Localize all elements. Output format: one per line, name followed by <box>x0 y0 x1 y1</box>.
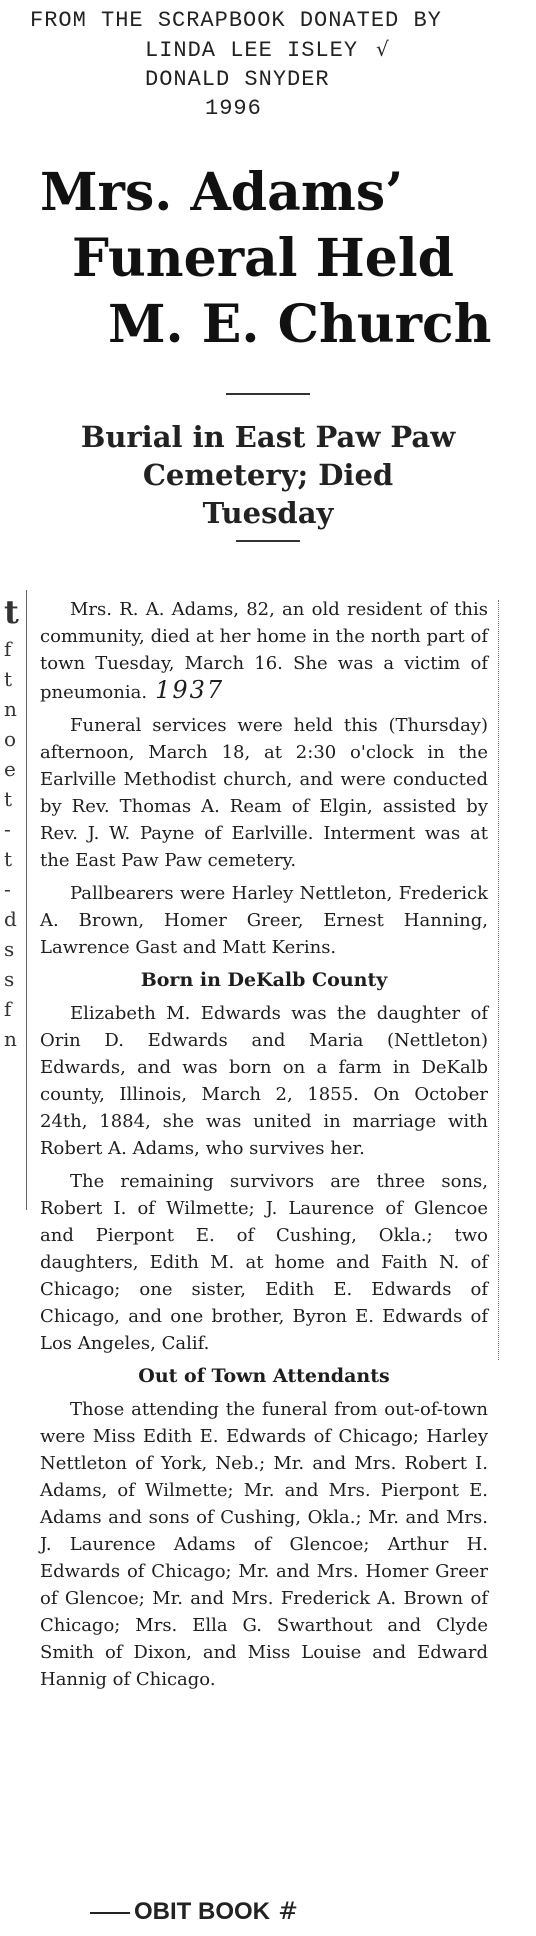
check-mark: √ <box>376 37 390 61</box>
paragraph-text: Mrs. R. A. Adams, 82, an old resident of this community, died at her home in the north part of town Tuesday, March 16. She was a victim of pneumonia. <box>40 599 488 703</box>
fragment-char: f <box>4 637 12 661</box>
subhead-divider <box>236 540 300 542</box>
donor-name-2: DONALD SNYDER <box>145 67 330 92</box>
fragment-char: - <box>4 877 11 901</box>
column-rule-right <box>498 600 499 1360</box>
subhead-line-3: Tuesday <box>202 496 334 530</box>
fragment-char: - <box>4 817 11 841</box>
fragment-char: d <box>4 907 17 931</box>
fragment-char: t <box>4 847 13 871</box>
section-heading-born: Born in DeKalb County <box>140 969 388 991</box>
obit-book-label <box>90 1896 510 1927</box>
fragment-char: f <box>4 997 12 1021</box>
column-rule-left <box>26 590 27 1210</box>
paragraph-pallbearers: Pallbearers were Harley Nettleton, Frederick A. Brown, Homer Greer, Ernest Hanning, Lawrence Gast and Matt Kerins. <box>40 883 488 958</box>
section-heading-attendants: Out of Town Attendants <box>138 1365 390 1387</box>
article-subheadline <box>0 418 536 532</box>
headline-line-2: Funeral Held <box>72 228 454 289</box>
obit-book-text: OBIT BOOK <box>134 1898 270 1925</box>
article-headline <box>0 160 536 358</box>
donation-year: 1996 <box>205 96 262 121</box>
fragment-char: n <box>4 1027 17 1051</box>
adjacent-column-fragment <box>4 590 26 1054</box>
paragraph-survivors: The remaining survivors are three sons, Robert I. of Wilmette; J. Laurence of Glencoe and Pierpont E. of Cushing, Okla.; two daughters, Edith M. at home and Faith N. of Chicago; one sister, Edith E. Edwards of Chicago, and one brother, Byron E. Edwards of Los Angeles, Calif. <box>40 1171 488 1354</box>
subhead-line-2: Cemetery; Died <box>142 458 394 492</box>
fragment-char: n <box>4 697 17 721</box>
fragment-char: t <box>4 667 13 691</box>
fragment-char: t <box>4 787 13 811</box>
paragraph-services: Funeral services were held this (Thursday) afternoon, March 18, at 2:30 o'clock in the Earlville Methodist church, and were conducted by Rev. Thomas A. Ream of Elgin, assisted by Rev. J. W. Payne of Earlville. Interment was at the East Paw Paw cemetery. <box>40 715 488 871</box>
fragment-char: t <box>4 593 19 631</box>
headline-line-1: Mrs. Adams’ <box>40 162 404 223</box>
fragment-char: o <box>4 727 17 751</box>
handwritten-year: 1937 <box>155 676 225 704</box>
headline-line-3: M. E. Church <box>108 294 492 355</box>
fragment-char: s <box>4 967 15 991</box>
donation-line-2 <box>0 35 536 65</box>
fragment-char: e <box>4 757 16 781</box>
scrapbook-donation-note <box>0 6 536 123</box>
paragraph-attendants: Those attending the funeral from out-of-town were Miss Edith E. Edwards of Chicago; Harley Nettleton of York, Neb.; Mr. and Mrs. Robert I. Adams, of Wilmette; Mr. and Mrs. Pierpont E. Adams and sons of Cushing, Okla.; Mr. and Mrs. J. Laurence Adams of Glencoe; Arthur H. Edwards of Chicago; Mr. and Mrs. Homer Greer of Glencoe; Mr. and Mrs. Frederick A. Brown of Chicago; Mrs. Ella G. Swarthout and Clyde Smith of Dixon, and Miss Louise and Edward Hannig of Chicago. <box>40 1399 488 1690</box>
fragment-char: s <box>4 937 15 961</box>
headline-divider <box>226 393 310 395</box>
paragraph-death-notice <box>40 596 488 706</box>
footer-rule <box>90 1912 130 1914</box>
donor-name-1: LINDA LEE ISLEY <box>145 38 359 63</box>
subhead-line-1: Burial in East Paw Paw <box>80 420 456 454</box>
paragraph-biography: Elizabeth M. Edwards was the daughter of Orin D. Edwards and Maria (Nettleton) Edwards, and was born on a farm in DeKalb county, Illinois, March 2, 1855. On October 24th, 1884, she was united in marriage with Robert A. Adams, who survives her. <box>40 1003 488 1159</box>
hash-mark: # <box>278 1897 299 1925</box>
obituary-body <box>40 596 488 1699</box>
donation-line-1: FROM THE SCRAPBOOK DONATED BY <box>30 8 442 33</box>
